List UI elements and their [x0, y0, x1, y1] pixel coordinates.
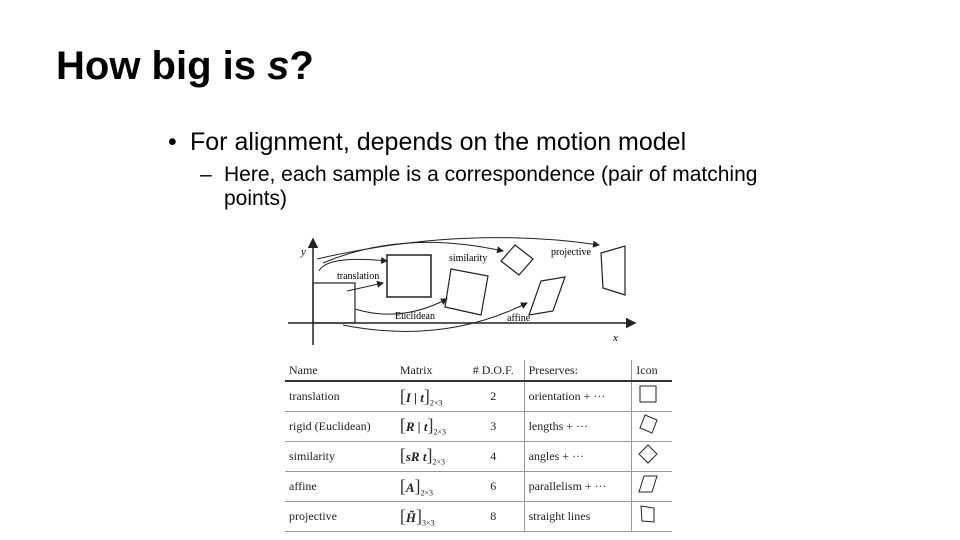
sub-bullet-item — [200, 163, 784, 211]
row-dof: 2 — [490, 388, 497, 403]
table-header-row — [285, 360, 672, 381]
translated-square — [387, 255, 431, 297]
row-name: translation — [289, 388, 340, 403]
parallelogram-icon — [632, 471, 672, 501]
matrix-expr: H̃ — [405, 509, 416, 525]
matrix-size: 2×3 — [429, 398, 443, 408]
title-suffix: ? — [289, 44, 314, 88]
row-matrix: $[A]_{2\times 3}$ — [399, 475, 434, 498]
matrix-expr: R | t — [405, 419, 428, 435]
matrix-size: 2×3 — [432, 458, 445, 468]
sub-bullet-symbol: – — [200, 163, 212, 186]
table-row — [285, 381, 672, 411]
x-axis-label: x — [613, 332, 618, 344]
row-preserves: lengths + ··· — [524, 411, 632, 441]
row-dof: 6 — [490, 478, 497, 493]
transformations-diagram — [283, 233, 643, 348]
row-preserves: parallelism + ··· — [524, 471, 632, 501]
matrix-expr: A — [405, 479, 415, 495]
row-matrix: [R | $t]_{2\times 3}$ — [399, 415, 447, 437]
affine-parallelogram — [529, 277, 565, 315]
affine-label: affine — [507, 313, 531, 324]
sub-bullet-text: Here, each sample is a correspondence (pair of matching points) — [224, 163, 758, 210]
original-square — [313, 283, 355, 323]
square-icon — [632, 381, 672, 411]
row-matrix: $[H̃]_{3\times 3}$ — [399, 505, 435, 528]
row-matrix: [sR $t]_{2\times 3}$ — [399, 445, 445, 468]
row-name: projective — [289, 508, 337, 523]
table-row — [285, 471, 672, 501]
projective-quad — [601, 246, 625, 295]
y-axis-label: y — [301, 246, 306, 258]
euclidean-label: Euclidean — [395, 311, 435, 322]
bullet-symbol: • — [168, 128, 177, 156]
table-row — [285, 501, 672, 531]
projective-label: projective — [551, 247, 591, 258]
row-name: similarity — [289, 448, 335, 463]
table-row — [285, 441, 672, 471]
row-name: rigid (Euclidean) — [289, 418, 371, 433]
translation-arrow-2 — [347, 283, 383, 291]
header-preserves: Preserves: — [524, 360, 632, 381]
diamond-icon — [632, 441, 672, 471]
euclidean-square — [445, 269, 488, 315]
matrix-size: 3×3 — [421, 518, 435, 528]
row-dof: 4 — [490, 448, 497, 463]
transformations-table — [285, 360, 672, 532]
table-row — [285, 411, 672, 441]
matrix-expr: sR t — [405, 449, 427, 465]
row-dof: 8 — [490, 508, 497, 523]
header-name: Name — [289, 362, 318, 377]
affine-arrow — [343, 303, 527, 331]
header-matrix: Matrix — [399, 362, 433, 377]
bullet-text: For alignment, depends on the motion model — [190, 128, 687, 156]
matrix-size: 2×3 — [420, 488, 434, 498]
header-dof: # D.O.F. — [472, 362, 514, 377]
row-preserves: straight lines — [524, 501, 632, 531]
translation-label: translation — [337, 271, 380, 282]
quadrilateral-icon — [632, 501, 672, 531]
row-matrix: [I | $t]_{2\times 3}$ — [399, 385, 443, 408]
slide-title — [56, 44, 314, 89]
header-icon: Icon — [632, 360, 672, 381]
bullet-item — [168, 125, 868, 159]
matrix-size: 2×3 — [433, 427, 447, 437]
row-dof: 3 — [490, 418, 497, 433]
translation-arrow — [319, 259, 387, 271]
bullet-list — [168, 125, 868, 211]
similarity-diamond — [501, 245, 533, 275]
transformations-figure — [283, 233, 643, 348]
rotated-square-icon — [632, 411, 672, 441]
title-variable: s — [267, 44, 290, 88]
row-name: affine — [289, 478, 317, 493]
row-preserves: angles + ··· — [524, 441, 632, 471]
similarity-label: similarity — [449, 253, 488, 264]
matrix-expr: I | t — [405, 389, 424, 405]
title-prefix: How big is — [56, 44, 268, 88]
row-preserves: orientation + ··· — [524, 381, 632, 411]
